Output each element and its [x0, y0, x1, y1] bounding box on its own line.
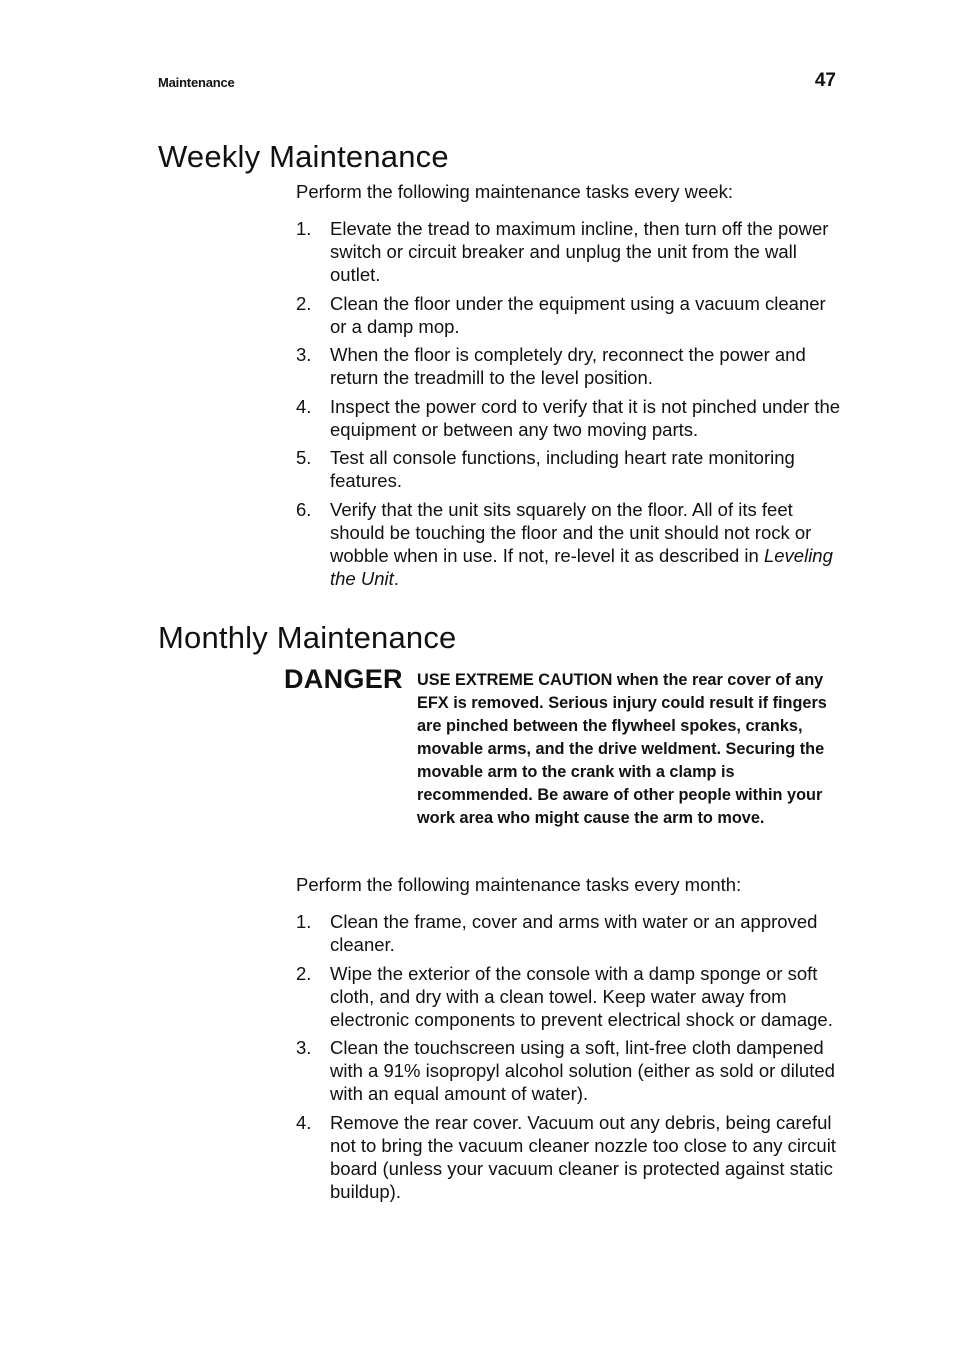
step-text-end: . [393, 567, 399, 589]
step-number: 4. [296, 395, 312, 417]
running-header: Maintenance [158, 75, 235, 90]
step-text: When the floor is completely dry, reconnect the power and return the treadmill to the level position. [330, 344, 806, 388]
step-text: Clean the frame, cover and arms with water or an approved cleaner. [330, 911, 818, 955]
weekly-maintenance-title: Weekly Maintenance [158, 139, 449, 174]
step-number: 3. [296, 1037, 312, 1058]
step-number: 2. [296, 962, 312, 984]
list-item [296, 498, 844, 590]
list-item [296, 217, 844, 286]
list-item [296, 1111, 844, 1203]
monthly-maintenance-title: Monthly Maintenance [158, 620, 457, 655]
step-text: Remove the rear cover. Vacuum out any debris, being careful not to bring the vacuum cleaner nozzle too close to any circuit board (unless your vacuum cleaner is protected against static buildup). [330, 1111, 836, 1202]
step-number: 1. [296, 911, 312, 932]
page-number: 47 [814, 70, 836, 91]
list-item [296, 1036, 844, 1105]
step-number: 6. [296, 498, 312, 520]
monthly-intro: Perform the following maintenance tasks every month: [296, 874, 742, 895]
list-item [296, 910, 844, 956]
step-text [330, 498, 844, 590]
danger-label: DANGER [284, 664, 403, 694]
weekly-intro: Perform the following maintenance tasks every week: [296, 181, 734, 202]
step-text: Clean the touchscreen using a soft, lint-free cloth dampened with a 91% isopropyl alcohol solution (either as sold or diluted with an equal amount of water). [330, 1037, 835, 1104]
danger-warning-text: USE EXTREME CAUTION when the rear cover of any EFX is removed. Serious injury could result if fingers are pinched between the flywheel spokes, cranks, movable arms, and the drive weldment. Securing the movable arm to the crank with a clamp is recommended. Be aware of other people within your work area who might cause the arm to move. [417, 671, 827, 827]
step-text: Test all console functions, including heart rate monitoring features. [330, 447, 795, 491]
weekly-steps-list [296, 217, 844, 595]
step-number: 1. [296, 218, 312, 239]
step-text: Clean the floor under the equipment using a vacuum cleaner or a damp mop. [330, 292, 826, 337]
step-text-main: Verify that the unit sits squarely on the floor. All of its feet should be touching the floor and the unit should not rock or wobble when in use. If not, re-level it as described in [330, 498, 812, 566]
step-text: Wipe the exterior of the console with a damp sponge or soft cloth, and dry with a clean towel. Keep water away from electronic components to prevent electrical shock or damage. [330, 962, 833, 1030]
step-number: 4. [296, 1111, 312, 1133]
monthly-steps-list [296, 910, 844, 1208]
step-number: 5. [296, 447, 312, 468]
list-item [296, 446, 844, 492]
step-text: Elevate the tread to maximum incline, then turn off the power switch or circuit breaker and unplug the unit from the wall outlet. [330, 218, 829, 285]
cross-reference-leveling: Leveling the Unit [330, 544, 833, 589]
list-item [296, 395, 844, 441]
list-item [296, 343, 844, 389]
step-number: 2. [296, 292, 312, 314]
list-item [296, 292, 844, 338]
step-number: 3. [296, 344, 312, 365]
step-text: Inspect the power cord to verify that it is not pinched under the equipment or between any two moving parts. [330, 395, 841, 440]
list-item [296, 962, 844, 1031]
